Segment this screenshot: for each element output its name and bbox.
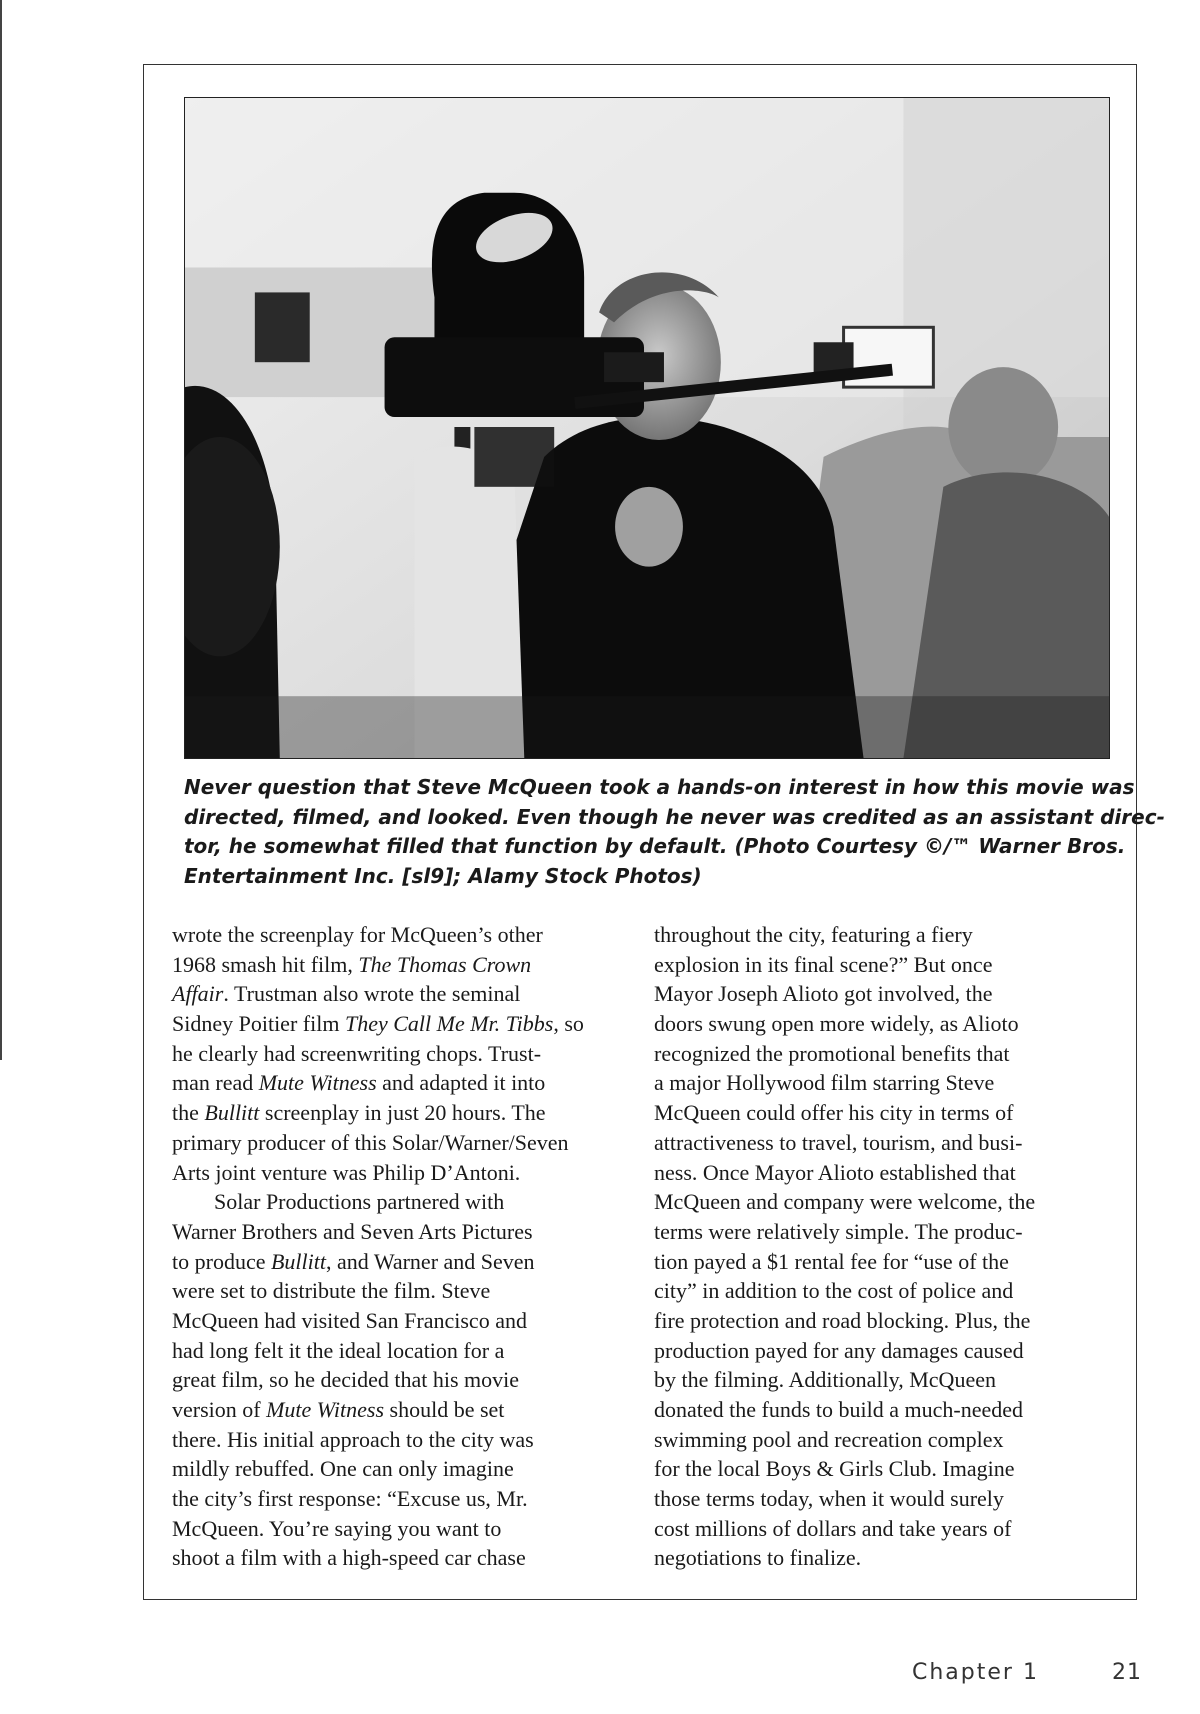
body-text-segment: shoot a film with a high-speed car chase bbox=[172, 1545, 526, 1571]
body-text-segment: McQueen could offer his city in terms of bbox=[654, 1100, 1014, 1126]
body-text-segment: Solar Productions partnered with bbox=[214, 1189, 505, 1215]
body-text-line bbox=[172, 1128, 642, 1158]
body-text-line bbox=[654, 979, 1124, 1009]
body-text-segment: tion payed a $1 rental fee for “use of the bbox=[654, 1248, 1009, 1274]
body-text-segment: were set to distribute the film. Steve bbox=[172, 1278, 491, 1304]
body-text-line bbox=[654, 1187, 1124, 1217]
body-text-line bbox=[172, 1187, 642, 1217]
body-text-line bbox=[172, 1514, 642, 1544]
body-text-line bbox=[654, 950, 1124, 980]
italic-title-text: The Thomas Crown bbox=[358, 951, 532, 977]
caption-line: Never question that Steve McQueen took a hands-on interest in how this movie was bbox=[184, 775, 1135, 799]
body-text-segment: cost millions of dollars and take years of bbox=[654, 1515, 1012, 1541]
body-text-line bbox=[654, 1128, 1124, 1158]
body-text-line bbox=[654, 1365, 1124, 1395]
italic-title-text: Affair bbox=[172, 981, 224, 1007]
body-text-segment: man read bbox=[172, 1070, 259, 1096]
body-text-segment: swimming pool and recreation complex bbox=[654, 1426, 1004, 1452]
footer-page-number: 21 bbox=[1112, 1660, 1142, 1685]
body-text-line bbox=[172, 1365, 642, 1395]
body-text-segment: those terms today, when it would surely bbox=[654, 1486, 1004, 1512]
body-text-segment: he clearly had screenwriting chops. Trust- bbox=[172, 1040, 542, 1066]
body-text-segment: throughout the city, featuring a fiery bbox=[654, 922, 973, 947]
body-text-line bbox=[654, 1217, 1124, 1247]
body-text-segment: explosion in its final scene?” But once bbox=[654, 951, 993, 977]
italic-title-text: Mute Witness bbox=[266, 1397, 385, 1422]
body-text-segment: donated the funds to build a much-needed bbox=[654, 1397, 1024, 1422]
body-text-segment: doors swung open more widely, as Alioto bbox=[654, 1011, 1019, 1037]
body-text-segment: Sidney Poitier film bbox=[172, 1011, 345, 1037]
body-text-line bbox=[172, 1009, 642, 1039]
italic-title-text: Mute Witness bbox=[258, 1070, 377, 1096]
body-text-segment: and adapted it into bbox=[376, 1070, 546, 1096]
body-text-line bbox=[654, 1454, 1124, 1484]
photo-caption bbox=[184, 772, 1165, 891]
body-text-line bbox=[172, 950, 642, 980]
body-text-line bbox=[172, 920, 642, 950]
body-text-segment: to produce bbox=[172, 1248, 271, 1274]
body-text-segment: city” in addition to the cost of police and bbox=[654, 1278, 1014, 1304]
body-column-left bbox=[172, 920, 642, 1573]
body-text-segment: negotiations to finalize. bbox=[654, 1545, 862, 1571]
body-text-line bbox=[654, 1336, 1124, 1366]
body-text-line bbox=[654, 1068, 1124, 1098]
body-text-segment: the city’s first response: “Excuse us, Mr. bbox=[172, 1486, 528, 1512]
body-text-line bbox=[172, 1276, 642, 1306]
body-text-segment: 1968 smash hit film, bbox=[172, 951, 359, 977]
body-text-segment: production payed for any damages caused bbox=[654, 1337, 1024, 1363]
body-text-line bbox=[654, 920, 1124, 950]
body-text-segment: by the filming. Additionally, McQueen bbox=[654, 1367, 996, 1393]
body-text-line bbox=[172, 1158, 642, 1188]
body-text-line bbox=[172, 1454, 642, 1484]
body-text-segment: McQueen and company were welcome, the bbox=[654, 1189, 1036, 1215]
body-text-line bbox=[654, 1158, 1124, 1188]
body-text-line bbox=[172, 1484, 642, 1514]
body-text-segment: , and Warner and Seven bbox=[325, 1248, 535, 1274]
body-text-line bbox=[172, 1425, 642, 1455]
photo bbox=[184, 97, 1110, 759]
body-text-line bbox=[172, 1543, 642, 1573]
body-text-line bbox=[172, 979, 642, 1009]
body-text-line bbox=[654, 1247, 1124, 1277]
body-text-segment: ness. Once Mayor Alioto established that bbox=[654, 1159, 1016, 1185]
italic-title-text: Bullitt bbox=[204, 1100, 260, 1126]
body-text-line bbox=[654, 1395, 1124, 1425]
body-text-segment: McQueen. You’re saying you want to bbox=[172, 1515, 502, 1541]
body-text-line bbox=[654, 1484, 1124, 1514]
body-text-segment: a major Hollywood film starring Steve bbox=[654, 1070, 995, 1096]
caption-line: Entertainment Inc. [sl9]; Alamy Stock Photos) bbox=[184, 864, 702, 889]
body-text-line bbox=[172, 1039, 642, 1069]
body-text-line bbox=[172, 1395, 642, 1425]
body-text-segment: screenplay in just 20 hours. The bbox=[259, 1100, 546, 1126]
italic-title-text: Bullitt bbox=[270, 1248, 326, 1274]
caption-line: tor, he somewhat filled that function by default. (Photo Courtesy ©/™ Warner Bros. bbox=[184, 834, 1126, 859]
body-text-line bbox=[172, 1068, 642, 1098]
body-text-line bbox=[172, 1098, 642, 1128]
body-text-line bbox=[654, 1098, 1124, 1128]
body-text-segment: Mayor Joseph Alioto got involved, the bbox=[654, 981, 993, 1007]
body-text-line bbox=[654, 1009, 1124, 1039]
body-text-line bbox=[172, 1306, 642, 1336]
body-text-segment: fire protection and road blocking. Plus, the bbox=[654, 1307, 1031, 1333]
body-text-segment: McQueen had visited San Francisco and bbox=[172, 1307, 527, 1333]
body-text-segment: had long felt it the ideal location for a bbox=[172, 1337, 505, 1363]
body-text-line bbox=[654, 1276, 1124, 1306]
body-text-segment: for the local Boys & Girls Club. Imagine bbox=[654, 1456, 1015, 1482]
caption-line: directed, filmed, and looked. Even though he never was credited as an assistant direc- bbox=[184, 804, 1165, 829]
body-text-segment: mildly rebuffed. One can only imagine bbox=[172, 1456, 514, 1482]
body-text-segment: attractiveness to travel, tourism, and busi- bbox=[654, 1129, 1023, 1155]
footer-chapter-label: Chapter 1 bbox=[912, 1660, 1039, 1685]
body-text-segment: there. His initial approach to the city was bbox=[172, 1426, 534, 1452]
body-text-segment: version of bbox=[172, 1397, 267, 1422]
body-text-line bbox=[654, 1039, 1124, 1069]
body-text-segment: primary producer of this Solar/Warner/Seven bbox=[172, 1129, 569, 1155]
body-text-segment: the bbox=[172, 1100, 205, 1126]
body-text-segment: . Trustman also wrote the seminal bbox=[223, 981, 521, 1007]
body-text-line bbox=[654, 1306, 1124, 1336]
body-text-line bbox=[172, 1247, 642, 1277]
body-text-line bbox=[654, 1514, 1124, 1544]
page-edge-rule bbox=[0, 0, 2, 1060]
body-text-line bbox=[172, 1217, 642, 1247]
body-text-segment: wrote the screenplay for McQueen’s other bbox=[172, 922, 543, 947]
body-text-segment: terms were relatively simple. The produc- bbox=[654, 1218, 1023, 1244]
italic-title-text: They Call Me Mr. Tibbs bbox=[344, 1011, 554, 1037]
body-text-segment: Arts joint venture was Philip D’Antoni. bbox=[172, 1159, 521, 1185]
body-text-segment: great film, so he decided that his movie bbox=[172, 1367, 520, 1393]
body-text-segment: recognized the promotional benefits that bbox=[654, 1040, 1010, 1066]
body-text-segment: Warner Brothers and Seven Arts Pictures bbox=[172, 1218, 533, 1244]
body-text-line bbox=[654, 1425, 1124, 1455]
body-text-segment: should be set bbox=[384, 1397, 505, 1422]
body-text-segment: , so bbox=[553, 1011, 584, 1037]
body-column-right bbox=[654, 920, 1124, 1573]
body-text-line bbox=[654, 1543, 1124, 1573]
film-camera-photo-icon bbox=[185, 98, 1109, 758]
body-text-line bbox=[172, 1336, 642, 1366]
